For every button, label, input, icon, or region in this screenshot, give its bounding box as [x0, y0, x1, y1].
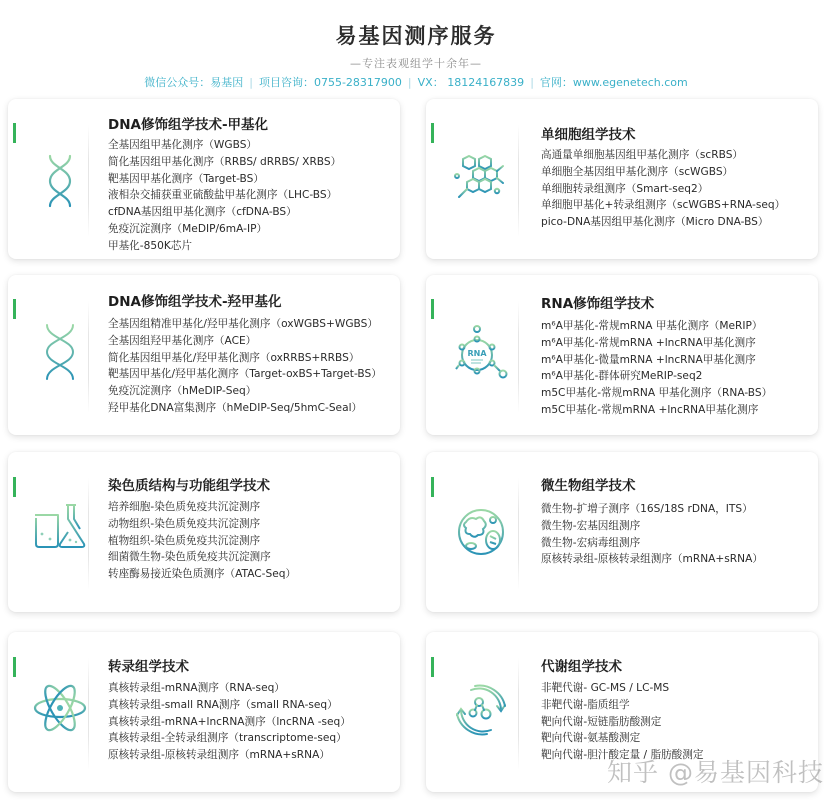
divider: [88, 125, 89, 237]
dna-helix-icon: [30, 151, 90, 211]
accent-bar: [431, 477, 434, 497]
list-item: 简化基因组甲基化测序（RRBS/ dRRBS/ XRBS）: [108, 155, 342, 168]
card-title: 转录组学技术: [108, 659, 189, 675]
separator: |: [407, 76, 412, 89]
contact-line: [0, 74, 832, 90]
metabolism-cycle-icon: [451, 680, 511, 740]
list-item: 全基因组羟甲基化测序（ACE）: [108, 334, 257, 347]
list-item: 真核转录组-mRNA测序（RNA-seq）: [108, 682, 285, 694]
list-item: 细菌微生物-染色质免疫共沉淀测序: [108, 551, 271, 564]
list-item: 单细胞全基因组甲基化测序（scWGBS）: [541, 165, 734, 178]
list-item: 靶向代谢-短链脂肪酸测定: [541, 715, 662, 728]
atom-icon: [30, 678, 90, 738]
lab-flask-icon: [30, 502, 90, 562]
list-item: 植物组织-染色质免疫共沉淀测序: [108, 534, 261, 547]
list-item: 微生物-宏病毒组测序: [541, 536, 641, 549]
wechat-account: 微信公众号：易基因: [144, 76, 244, 89]
list-item: 靶基因甲基化/羟甲基化测序（Target-oxBS+Target-BS）: [108, 368, 382, 381]
card-rna-modification: [426, 275, 818, 435]
list-item: m⁶A甲基化-常规mRNA +lncRNA甲基化测序: [541, 336, 756, 349]
list-item: 非靶代谢- GC-MS / LC-MS: [541, 682, 670, 694]
list-item: 转座酶易接近染色质测序（ATAC-Seq）: [108, 568, 297, 581]
vx-number: VX： 18124167839: [417, 76, 525, 89]
accent-bar: [431, 123, 434, 143]
divider: [88, 301, 89, 413]
card-microbiome: [426, 452, 818, 612]
list-item: m5C甲基化-常规mRNA 甲基化测序（RNA-BS）: [541, 387, 773, 400]
service-list: [541, 501, 763, 568]
list-item: 全基因组甲基化测序（WGBS）: [108, 139, 258, 151]
page-title: 易基因测序服务: [335, 24, 497, 48]
rna-molecule-icon: [451, 325, 511, 385]
divider: [518, 658, 519, 770]
list-item: cfDNA基因组甲基化测序（cfDNA-BS）: [108, 206, 297, 219]
accent-bar: [13, 123, 16, 143]
list-item: 真核转录组-small RNA测序（small RNA-seq）: [108, 698, 338, 711]
card-title: DNA修饰组学技术-羟甲基化: [108, 294, 282, 310]
list-item: 全基因组精准甲基化/羟甲基化测序（oxWGBS+WGBS）: [108, 318, 378, 330]
list-item: 甲基化-850K芯片: [108, 239, 192, 252]
zhihu-watermark: 知乎 @易基因科技: [607, 758, 824, 787]
website-link[interactable]: 官网：www.egenetech.com: [539, 76, 688, 89]
svg-text:RNA: RNA: [467, 349, 487, 358]
list-item: m⁶A甲基化-群体研究MeRIP-seq2: [541, 370, 703, 383]
separator: |: [249, 76, 253, 89]
card-title: DNA修饰组学技术-甲基化: [108, 117, 269, 133]
service-list: [108, 680, 351, 764]
card-title: 单细胞组学技术: [541, 127, 636, 143]
accent-bar: [13, 299, 16, 319]
divider: [518, 478, 519, 590]
service-list: [541, 680, 703, 764]
card-transcriptome: [8, 632, 400, 792]
service-list: [541, 147, 785, 231]
divider: [518, 125, 519, 237]
list-item: 单细胞转录组测序（Smart-seq2）: [541, 182, 709, 195]
service-list: [541, 318, 772, 419]
list-item: m⁶A甲基化-微量mRNA +lncRNA甲基化测序: [541, 353, 756, 366]
card-single-cell: [426, 99, 818, 259]
card-dna-hydroxymethylation: [8, 275, 400, 435]
list-item: pico-DNA基因组甲基化测序（Micro DNA-BS）: [541, 216, 769, 229]
divider: [88, 478, 89, 590]
list-item: 单细胞甲基化+转录组测序（scWGBS+RNA-seq）: [541, 199, 786, 212]
list-item: 羟甲基化DNA富集测序（hMeDIP-Seq/5hmC-Seal）: [108, 401, 363, 414]
microbe-petri-icon: [451, 502, 511, 562]
list-item: m⁶A甲基化-常规mRNA 甲基化测序（MeRIP）: [541, 320, 763, 332]
separator: |: [530, 76, 534, 89]
molecule-hexagon-icon: [451, 151, 511, 211]
service-list: [108, 499, 296, 583]
card-chromatin: [8, 452, 400, 612]
card-title: 染色质结构与功能组学技术: [108, 478, 270, 494]
divider: [88, 658, 89, 770]
service-list: [108, 137, 341, 255]
list-item: m5C甲基化-常规mRNA +lncRNA甲基化测序: [541, 403, 759, 416]
card-dna-methylation: [8, 99, 400, 259]
divider: [518, 301, 519, 413]
list-item: 靶向代谢-氨基酸测定: [541, 732, 641, 745]
list-item: 液相杂交捕获重亚硫酸盐甲基化测序（LHC-BS）: [108, 189, 338, 202]
card-title: 代谢组学技术: [541, 659, 622, 675]
list-item: 靶向代谢-胆汁酸定量 / 脂肪酸测定: [541, 749, 704, 762]
list-item: 真核转录组-全转录组测序（transcriptome-seq）: [108, 732, 347, 745]
accent-bar: [431, 657, 434, 677]
list-item: 免疫沉淀测序（hMeDIP-Seq）: [108, 385, 257, 398]
list-item: 简化基因组甲基化/羟甲基化测序（oxRRBS+RRBS）: [108, 351, 360, 364]
list-item: 高通量单细胞基因组甲基化测序（scRBS）: [541, 149, 744, 161]
list-item: 微生物-扩增子测序（16S/18S rDNA，ITS）: [541, 503, 753, 515]
card-title: 微生物组学技术: [541, 478, 636, 494]
project-phone: 项目咨询：0755-28317900: [258, 76, 402, 89]
accent-bar: [431, 299, 434, 319]
dna-helix-icon: [30, 322, 90, 382]
list-item: 真核转录组-mRNA+lncRNA测序（lncRNA -seq）: [108, 715, 351, 728]
service-list: [108, 316, 382, 417]
list-item: 靶基因甲基化测序（Target-BS）: [108, 172, 264, 185]
list-item: 微生物-宏基因组测序: [541, 519, 641, 532]
list-item: 原核转录组-原核转录组测序（mRNA+sRNA）: [541, 553, 763, 566]
list-item: 免疫沉淀测序（MeDIP/6mA-IP）: [108, 222, 268, 235]
list-item: 非靶代谢-脂质组学: [541, 698, 630, 711]
page-subtitle: —专注表观组学十余年—: [350, 57, 482, 70]
list-item: 培养细胞-染色质免疫共沉淀测序: [108, 501, 261, 513]
accent-bar: [13, 657, 16, 677]
list-item: 原核转录组-原核转录组测序（mRNA+sRNA）: [108, 749, 330, 762]
list-item: 动物组织-染色质免疫共沉淀测序: [108, 517, 261, 530]
card-title: RNA修饰组学技术: [541, 296, 655, 312]
accent-bar: [13, 477, 16, 497]
